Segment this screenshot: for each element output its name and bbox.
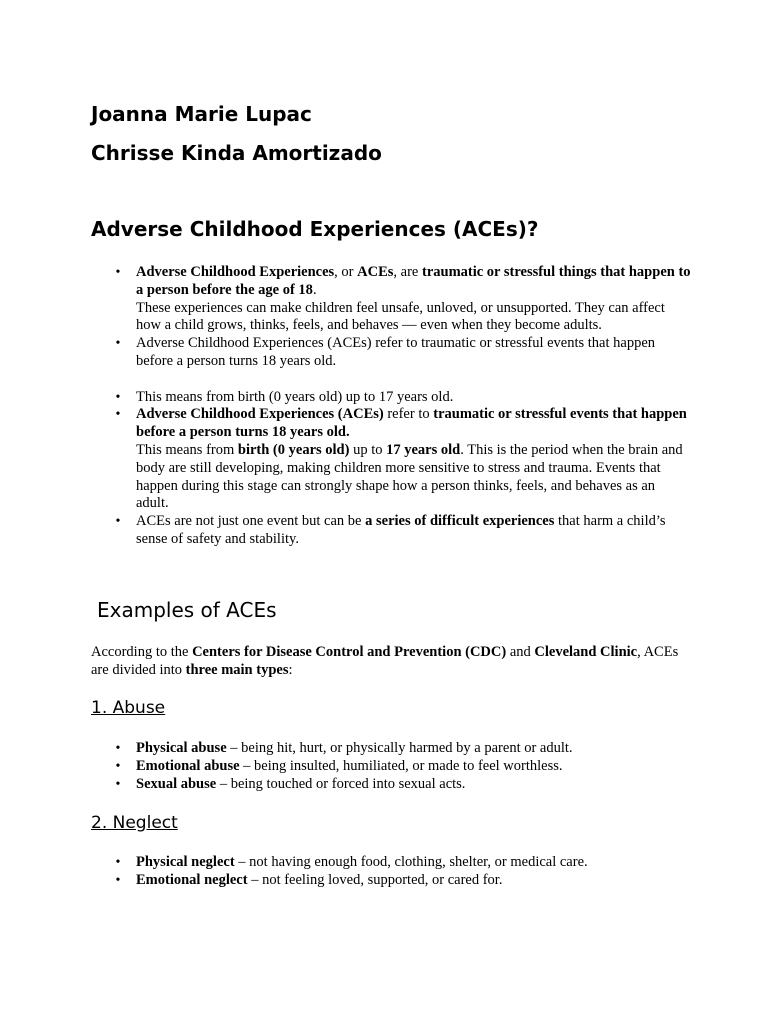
- abuse-list: [91, 740, 691, 793]
- bold-text: Adverse Childhood Experiences: [136, 264, 335, 280]
- bullet-icon: •: [115, 407, 121, 423]
- bold-text: Physical abuse: [136, 740, 227, 756]
- bold-text: Sexual abuse: [136, 775, 217, 792]
- list-item: [91, 872, 691, 890]
- list-item: [91, 406, 691, 513]
- body-text: .: [312, 281, 317, 298]
- abuse-heading: 1. Abuse: [91, 698, 166, 718]
- bold-text: birth (0 years old): [237, 441, 350, 458]
- list-item: [91, 389, 691, 407]
- body-text: – being hit, hurt, or physically harmed by a parent or adult.: [226, 740, 573, 756]
- body-text: This means from birth (0 years old) up to 17 years old.: [136, 388, 454, 405]
- body-text: that harm a child’s sense of safety and stability.: [136, 513, 666, 547]
- bold-text: a series of difficult experiences: [365, 513, 555, 530]
- bold-text: traumatic or stressful events that happen before a person turns 18 years old.: [136, 406, 687, 441]
- bullet-icon: •: [115, 741, 121, 756]
- bold-text: 17 years old: [386, 441, 461, 458]
- body-text: – not having enough food, clothing, shelter, or medical care.: [234, 854, 588, 870]
- body-text: – being insulted, humiliated, or made to feel worthless.: [239, 757, 563, 774]
- body-text: Adverse Childhood Experiences (ACEs) refer to traumatic or stressful events that happen before a person turns 18 years old.: [136, 335, 656, 369]
- blank-line: [136, 371, 691, 389]
- list-item: [91, 776, 691, 794]
- body-text: – not feeling loved, supported, or cared for.: [247, 871, 503, 888]
- bold-text: Physical neglect: [136, 854, 235, 870]
- body-text: ACEs are not just one event but can be: [136, 513, 366, 530]
- bullet-icon: •: [115, 336, 121, 352]
- bullet-icon: •: [115, 514, 121, 530]
- body-text: , are: [393, 264, 422, 280]
- bullet-icon: •: [115, 855, 121, 870]
- body-text: . This is the period when the brain and body are still developing, making children more sensitive to stress and trauma. Events that happen during this stage can strongly shape how a person thinks, feels, and behaves as an adult.: [136, 441, 683, 512]
- neglect-list: [91, 854, 691, 890]
- list-item: [91, 335, 691, 388]
- list-item: [91, 758, 691, 776]
- bullet-icon: •: [115, 776, 121, 792]
- bold-text: Centers for Disease Control and Prevention (CDC): [192, 644, 507, 660]
- body-text: :: [288, 661, 293, 678]
- body-text: – being touched or forced into sexual acts.: [216, 775, 466, 792]
- bold-text: Adverse Childhood Experiences (ACEs): [136, 406, 384, 423]
- author-name: Joanna Marie Lupac: [91, 102, 312, 126]
- body-text: These experiences can make children feel unsafe, unloved, or unsupported. They can affect how a child grows, thinks, feels, and behaves — even when they become adults.: [136, 299, 665, 334]
- aces-bullet-list: [91, 264, 691, 549]
- bullet-icon: •: [115, 389, 121, 405]
- body-text: refer to: [383, 406, 434, 423]
- list-item: [91, 740, 691, 758]
- bold-text: Cleveland Clinic: [534, 644, 638, 660]
- main-heading: Adverse Childhood Experiences (ACEs)?: [91, 217, 539, 241]
- bullet-icon: •: [115, 872, 121, 888]
- bold-text: ACEs: [357, 264, 394, 280]
- body-text: According to the: [91, 644, 193, 660]
- bold-text: Emotional neglect: [136, 871, 248, 888]
- body-text: and: [506, 644, 535, 660]
- list-item: [91, 513, 691, 549]
- list-item: [91, 854, 691, 872]
- neglect-heading: 2. Neglect: [91, 813, 178, 833]
- author-name: Chrisse Kinda Amortizado: [91, 141, 382, 165]
- section-heading: Examples of ACEs: [97, 598, 277, 622]
- bold-text: Emotional abuse: [136, 757, 240, 774]
- intro-paragraph: [91, 644, 691, 680]
- body-text: , ACEs are divided into: [91, 644, 679, 678]
- body-text: , or: [334, 264, 358, 280]
- body-text: up to: [349, 441, 387, 458]
- list-item: [91, 264, 691, 335]
- bullet-icon: •: [115, 265, 121, 280]
- bullet-icon: •: [115, 758, 121, 774]
- body-text: This means from: [136, 441, 238, 458]
- bold-text: three main types: [185, 661, 289, 678]
- bold-text: traumatic or stressful things that happen to a person before the age of 18: [136, 264, 691, 298]
